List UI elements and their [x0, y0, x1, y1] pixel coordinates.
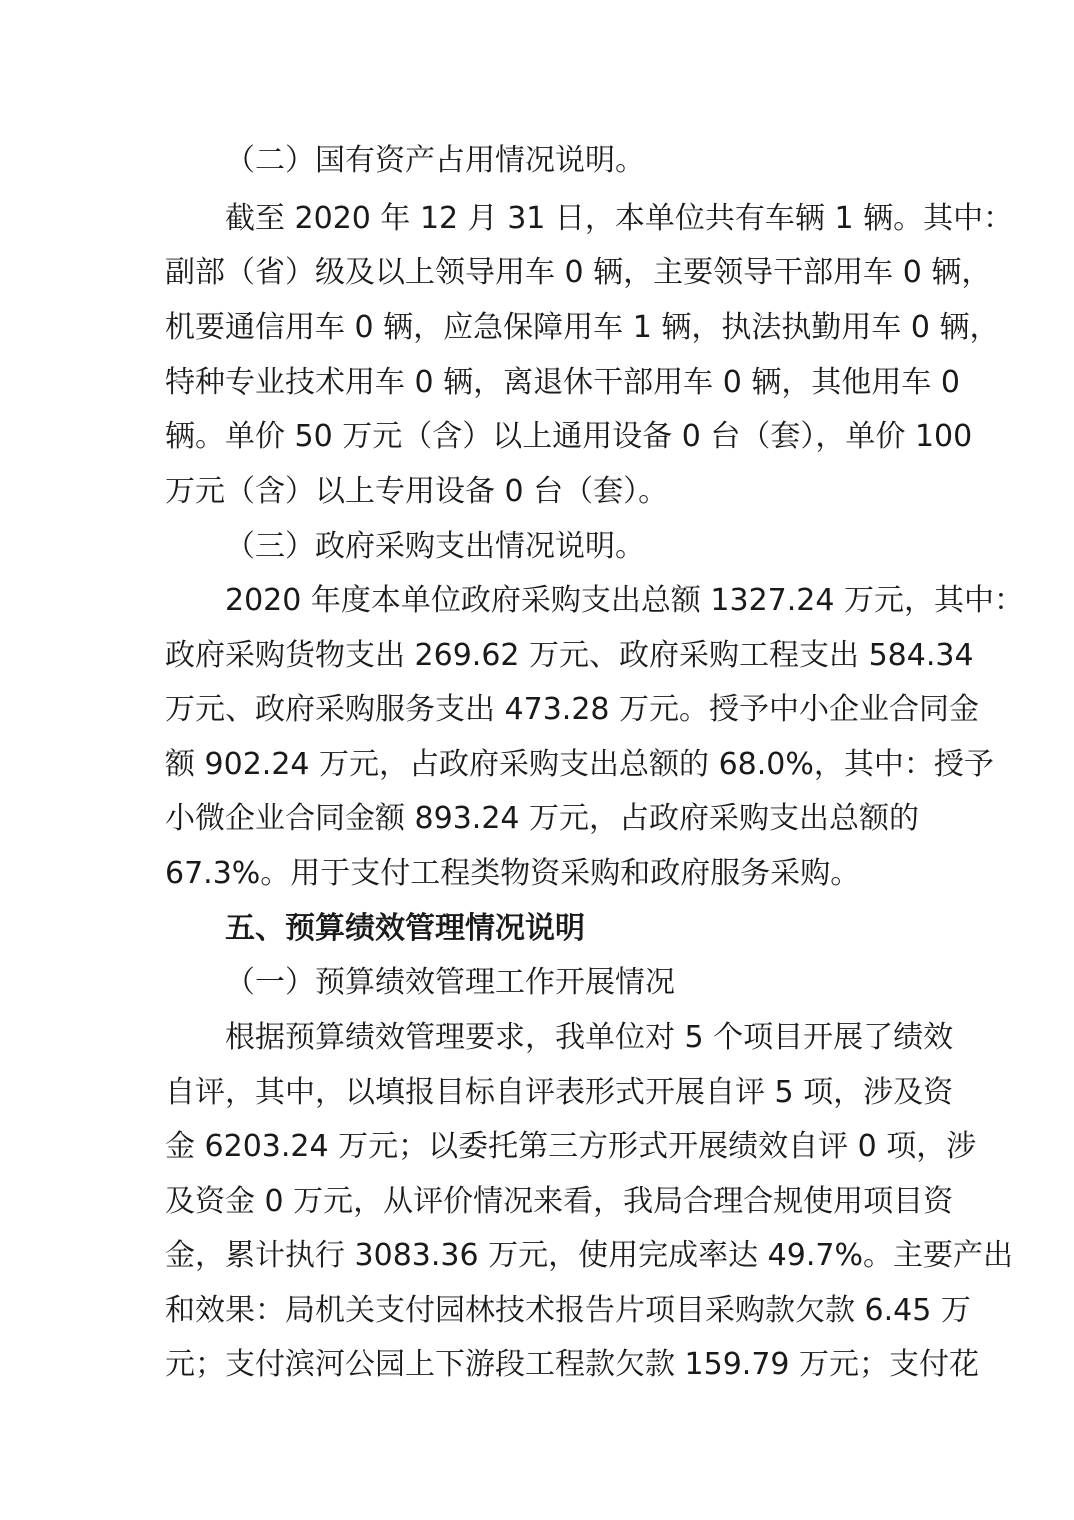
- subheading-government-procurement: （三）政府采购支出情况说明。: [225, 529, 645, 564]
- paragraph-line: 和效果：局机关支付园林技术报告片项目采购款欠款 6.45 万: [165, 1293, 971, 1328]
- paragraph-line: 万元、政府采购服务支出 473.28 万元。授予中小企业合同金: [165, 692, 980, 727]
- subheading-performance-work: （一）预算绩效管理工作开展情况: [225, 965, 675, 1000]
- paragraph-line: 额 902.24 万元，占政府采购支出总额的 68.0%，其中：授予: [165, 747, 994, 782]
- paragraph-line: 万元（含）以上专用设备 0 台（套）。: [165, 474, 669, 509]
- paragraph-line: 自评，其中，以填报目标自评表形式开展自评 5 项，涉及资: [165, 1075, 954, 1110]
- paragraph-line: 元；支付滨河公园上下游段工程款欠款 159.79 万元；支付花: [165, 1347, 980, 1382]
- paragraph-line: 辆。单价 50 万元（含）以上通用设备 0 台（套），单价 100: [165, 419, 973, 454]
- paragraph-line: 小微企业合同金额 893.24 万元，占政府采购支出总额的: [165, 801, 920, 836]
- paragraph-line: 金，累计执行 3083.36 万元，使用完成率达 49.7%。主要产出: [165, 1238, 1013, 1273]
- paragraph-line: 特种专业技术用车 0 辆，离退休干部用车 0 辆，其他用车 0: [165, 365, 960, 400]
- paragraph-line: 67.3%。用于支付工程类物资采购和政府服务采购。: [165, 856, 861, 891]
- paragraph-line: 政府采购货物支出 269.62 万元、政府采购工程支出 584.34: [165, 638, 974, 673]
- paragraph-line: 及资金 0 万元，从评价情况来看，我局合理合规使用项目资: [165, 1184, 954, 1219]
- paragraph-line: 机要通信用车 0 辆，应急保障用车 1 辆，执法执勤用车 0 辆，: [165, 310, 1000, 345]
- paragraph-line: 金 6203.24 万元；以委托第三方形式开展绩效自评 0 项，涉: [165, 1129, 977, 1164]
- paragraph-line: 根据预算绩效管理要求，我单位对 5 个项目开展了绩效: [225, 1020, 954, 1055]
- paragraph-line: 2020 年度本单位政府采购支出总额 1327.24 万元，其中：: [225, 583, 1025, 618]
- paragraph-line: 截至 2020 年 12 月 31 日，本单位共有车辆 1 辆。其中：: [225, 201, 1014, 236]
- section-heading-performance: 五、预算绩效管理情况说明: [225, 911, 585, 946]
- paragraph-line: 副部（省）级及以上领导用车 0 辆，主要领导干部用车 0 辆，: [165, 255, 992, 290]
- subheading-state-assets: （二）国有资产占用情况说明。: [225, 143, 645, 178]
